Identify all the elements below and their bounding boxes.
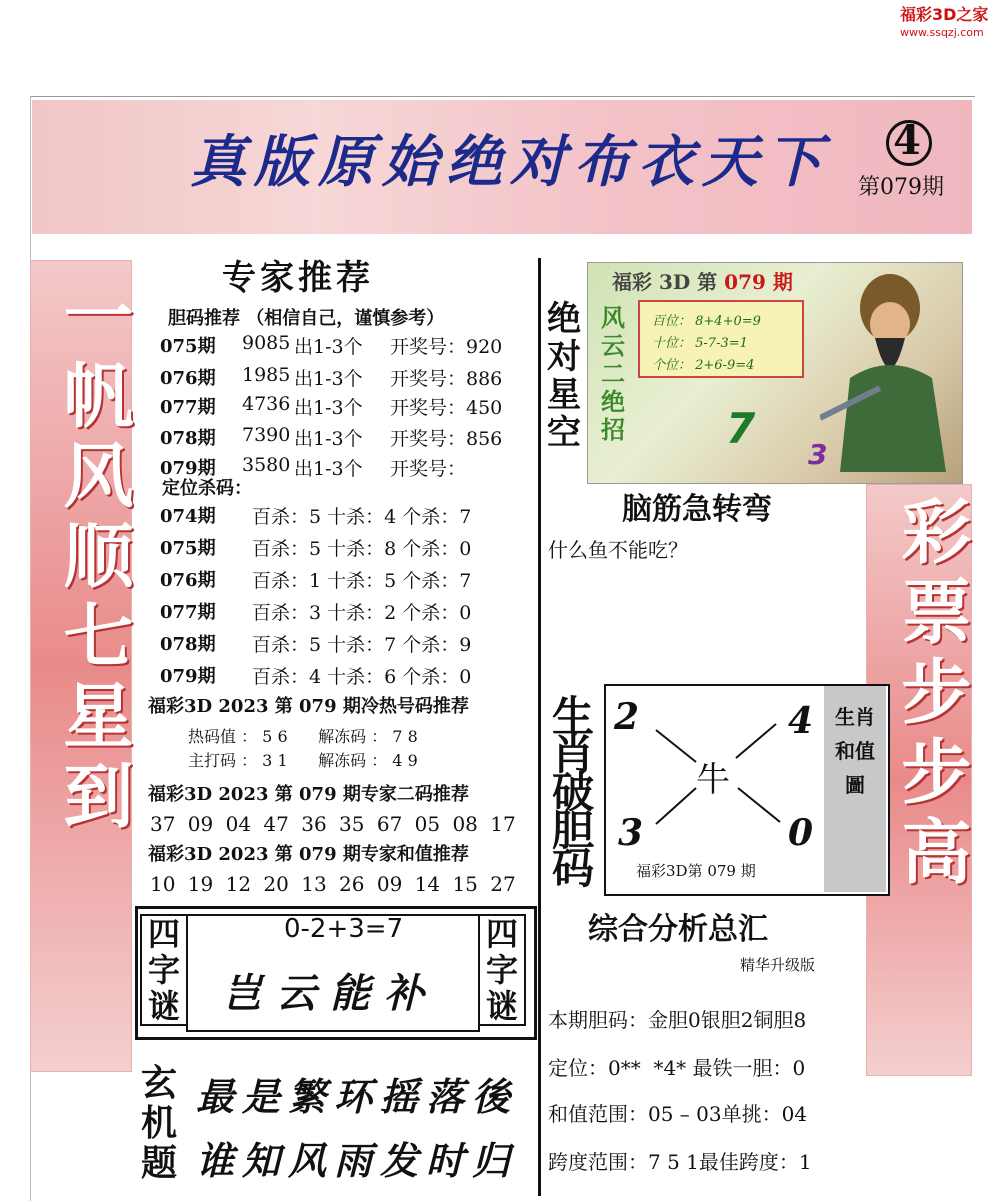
dan-result: 开奖号：856	[390, 428, 503, 450]
zodiac-footer: 福彩3D第 079 期	[636, 862, 756, 880]
riddle-label-left: 四字谜	[140, 914, 188, 1026]
page-title: 真版原始绝对布衣天下	[190, 129, 830, 195]
hot-cold-row: 主打码 ： 3 1 解冻码 ： 4 9	[188, 751, 418, 770]
period-label: 第079期	[858, 175, 944, 200]
formula-line: 个位： 2+6-9=4	[652, 358, 755, 373]
xuanji-label: 玄机题	[140, 1063, 177, 1184]
summary-row: 和值范围：05 – 03单挑：04	[548, 1102, 808, 1126]
picture-title-period: 079 期	[724, 270, 793, 294]
issue-number-badge	[882, 116, 932, 166]
site-url: www.ssqzj.com	[900, 26, 984, 39]
sum-numbers: 10 19 12 20 13 26 09 14 15 27	[150, 872, 516, 896]
zodiac-digit: 4	[788, 700, 814, 742]
dan-period: 078期	[160, 428, 216, 449]
dan-out: 出1-3个	[294, 458, 363, 480]
poem-line: 最是繁环摇落後	[196, 1074, 519, 1119]
kill-period: 077期	[160, 602, 216, 623]
kill-title: 定位杀码：	[162, 478, 252, 499]
zodiac-digit: 3	[618, 812, 644, 854]
dan-result: 开奖号：886	[390, 368, 503, 390]
dan-result: 开奖号：450	[390, 397, 503, 419]
zodiac-center: 牛	[696, 760, 730, 800]
kill-values: 百杀：1 十杀：5 个杀：7	[252, 570, 472, 592]
star-picture-title	[612, 266, 793, 295]
picture-title-text: 福彩 3D 第	[612, 270, 718, 294]
kill-period: 075期	[160, 538, 216, 559]
dan-code: 3580	[242, 454, 291, 476]
sum-title: 福彩3D 2023 第 079 期专家和值推荐	[148, 844, 469, 865]
dan-code: 9085	[242, 332, 291, 354]
dan-period: 079期	[160, 458, 216, 479]
right-scroll-text: 彩票步步高	[890, 495, 973, 895]
zodiac-digit: 0	[788, 812, 814, 854]
star-number-3: 3	[808, 438, 828, 471]
hot-cold-title: 福彩3D 2023 第 079 期冷热号码推荐	[148, 696, 469, 717]
kill-values: 百杀：5 十杀：8 个杀：0	[252, 538, 472, 560]
site-logo[interactable]	[900, 2, 1000, 38]
formula-line: 十位： 5-7-3=1	[652, 336, 748, 351]
kill-values: 百杀：3 十杀：2 个杀：0	[252, 602, 472, 624]
star-vertical-text: 风云二绝招	[601, 304, 625, 444]
formula-line: 百位： 8+4+0=9	[652, 314, 761, 329]
kill-values: 百杀：5 十杀：7 个杀：9	[252, 634, 472, 656]
zodiac-label: 生肖破胆码	[551, 692, 594, 893]
riddle-label-right: 四字谜	[478, 914, 526, 1026]
star-label: 绝对星空	[547, 299, 581, 453]
brain-teaser-question: 什么鱼不能吃？	[548, 538, 688, 562]
dan-code: 1985	[242, 364, 291, 386]
riddle-words: 岂云能补	[222, 970, 438, 1017]
kill-period: 079期	[160, 666, 216, 687]
dan-out: 出1-3个	[294, 428, 363, 450]
kill-values: 百杀：4 十杀：6 个杀：0	[252, 666, 472, 688]
kill-values: 百杀：5 十杀：4 个杀：7	[252, 506, 472, 528]
summary-subtitle: 精华升级版	[740, 956, 816, 974]
kill-period: 078期	[160, 634, 216, 655]
two-code-numbers: 37 09 04 47 36 35 67 05 08 17	[150, 812, 516, 836]
dan-result: 开奖号：	[390, 458, 467, 480]
brain-teaser-title: 脑筋急转弯	[622, 492, 772, 527]
summary-row: 跨度范围：7 5 1最佳跨度：1	[548, 1150, 812, 1174]
two-code-title: 福彩3D 2023 第 079 期专家二码推荐	[148, 784, 469, 805]
dan-out: 出1-3个	[294, 368, 363, 390]
site-name: 福彩3D之家	[900, 5, 989, 24]
kill-period: 076期	[160, 570, 216, 591]
kill-period: 074期	[160, 506, 216, 527]
dan-period: 077期	[160, 397, 216, 418]
star-number-7: 7	[726, 404, 756, 453]
poem-line: 谁知风雨发时归	[196, 1138, 519, 1183]
warrior-figure-icon	[820, 268, 956, 472]
left-scroll	[30, 260, 135, 1072]
dan-period: 076期	[160, 368, 216, 389]
circle-icon	[886, 120, 932, 166]
expert-title: 专家推荐	[222, 258, 374, 298]
summary-row: 定位：0** *4* 最铁一胆：0	[548, 1056, 806, 1080]
dan-code: 7390	[242, 424, 291, 446]
summary-row: 本期胆码：金胆0银胆2铜胆8	[548, 1008, 807, 1032]
summary-title: 综合分析总汇	[588, 912, 768, 947]
dan-title: 胆码推荐 （相信自己，谨慎参考）	[168, 308, 445, 329]
dan-result: 开奖号：920	[390, 336, 503, 358]
zodiac-side-text: 生肖和值圖	[835, 705, 875, 797]
zodiac-digit: 2	[614, 696, 640, 738]
issue-number: 4	[893, 117, 921, 164]
dan-out: 出1-3个	[294, 397, 363, 419]
riddle-equation: 0-2+3=7	[284, 914, 404, 944]
dan-out: 出1-3个	[294, 336, 363, 358]
left-scroll-text: 一帆风顺七星到	[52, 279, 135, 839]
dan-code: 4736	[242, 393, 291, 415]
hot-cold-row: 热码值 ： 5 6 解冻码 ： 7 8	[188, 727, 418, 746]
column-divider	[538, 258, 541, 1196]
dan-period: 075期	[160, 336, 216, 357]
